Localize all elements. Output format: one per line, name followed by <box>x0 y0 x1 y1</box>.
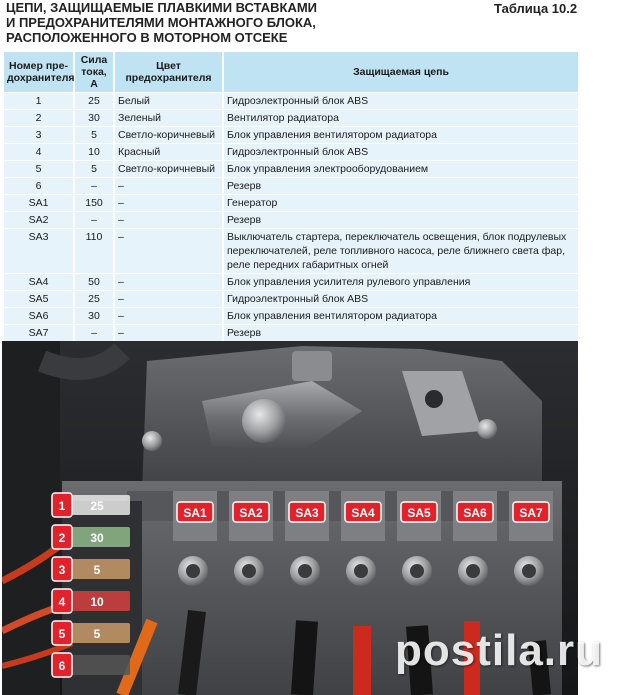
cell-circuit: Вентилятор радиатора <box>223 110 579 127</box>
header-circuit: Защищаемая цепь <box>223 52 579 93</box>
terminal-nut-center <box>298 564 312 578</box>
small-fuse-number: 1 <box>58 499 66 513</box>
cell-number: SA5 <box>4 291 74 308</box>
cell-circuit: Выключатель стартера, переключатель освещения, блок подрулевых переключателей, реле топливного насоса, реле ближнего света фар, реле передних габаритных огней <box>223 229 579 274</box>
cell-current: 30 <box>74 308 114 325</box>
cell-number: SA4 <box>4 274 74 291</box>
small-fuse-number: 2 <box>58 531 66 545</box>
cell-color: – <box>114 291 223 308</box>
cell-circuit: Резерв <box>223 178 579 195</box>
cell-color: Светло-коричневый <box>114 161 223 178</box>
cell-color: – <box>114 178 223 195</box>
title-line: РАСПОЛОЖЕННОГО В МОТОРНОМ ОТСЕКЕ <box>6 30 288 45</box>
cell-number: 2 <box>4 110 74 127</box>
cell-current: 30 <box>74 110 114 127</box>
table-row <box>4 274 579 291</box>
cell-current: 110 <box>74 229 114 274</box>
cell-current: 25 <box>74 93 114 110</box>
terminal-nut-center <box>522 564 536 578</box>
cell-color: Зеленый <box>114 110 223 127</box>
table-header-row <box>4 52 579 93</box>
cell-current: – <box>74 325 114 342</box>
small-fuse-value: 5 <box>93 627 101 641</box>
small-fuse-value: 5 <box>93 563 101 577</box>
small-fuse-4 <box>52 589 130 613</box>
sa-fuse-label: SA2 <box>239 506 263 520</box>
sa-fuse-label: SA4 <box>351 506 375 520</box>
cell-color: Белый <box>114 93 223 110</box>
cell-number: SA3 <box>4 229 74 274</box>
cell-circuit: Гидроэлектронный блок ABS <box>223 291 579 308</box>
table-row <box>4 161 579 178</box>
small-fuse-number: 5 <box>58 627 66 641</box>
cell-color: – <box>114 229 223 274</box>
cell-color: – <box>114 308 223 325</box>
small-fuse-3 <box>52 557 130 581</box>
table-row <box>4 195 579 212</box>
cell-current: 150 <box>74 195 114 212</box>
table-row <box>4 308 579 325</box>
cell-number: SA6 <box>4 308 74 325</box>
terminal-nut-center <box>242 564 256 578</box>
cell-circuit: Блок управления электрооборудованием <box>223 161 579 178</box>
cell-number: 5 <box>4 161 74 178</box>
small-fuse-value: 25 <box>90 499 104 513</box>
table-row <box>4 229 579 274</box>
cell-color: Красный <box>114 144 223 161</box>
cell-circuit: Блок управления вентилятором радиатора <box>223 127 579 144</box>
cell-number: 6 <box>4 178 74 195</box>
cell-color: – <box>114 325 223 342</box>
cell-number: SA2 <box>4 212 74 229</box>
watermark: postila.ru <box>395 626 604 675</box>
cell-circuit: Резерв <box>223 212 579 229</box>
cell-current: – <box>74 212 114 229</box>
terminal-nut-center <box>186 564 200 578</box>
table-row <box>4 110 579 127</box>
cell-number: 1 <box>4 93 74 110</box>
small-fuse-5 <box>52 621 130 645</box>
cell-number: 4 <box>4 144 74 161</box>
small-fuse-body <box>70 655 130 675</box>
sa-fuse-label: SA3 <box>295 506 319 520</box>
cell-color: Светло-коричневый <box>114 127 223 144</box>
cell-current: 5 <box>74 127 114 144</box>
cell-current: 5 <box>74 161 114 178</box>
cell-color: – <box>114 212 223 229</box>
cell-circuit: Резерв <box>223 325 579 342</box>
table-row <box>4 291 579 308</box>
table-row <box>4 212 579 229</box>
table-row <box>4 325 579 342</box>
small-fuse-2 <box>52 525 130 549</box>
small-fuse-value: 10 <box>90 595 104 609</box>
cell-current: 10 <box>74 144 114 161</box>
table-row <box>4 93 579 110</box>
small-fuse-value: 30 <box>90 531 104 545</box>
sa-fuse-label: SA7 <box>519 506 543 520</box>
sa-fuse-label: SA5 <box>407 506 431 520</box>
small-fuse-number: 6 <box>58 659 66 673</box>
cell-circuit: Гидроэлектронный блок ABS <box>223 93 579 110</box>
small-fuse-6 <box>52 653 130 677</box>
cell-current: 25 <box>74 291 114 308</box>
title-line: ЦЕПИ, ЗАЩИЩАЕМЫЕ ПЛАВКИМИ ВСТАВКАМИ <box>6 0 318 15</box>
sa-fuse-label: SA1 <box>183 506 207 520</box>
title-line: И ПРЕДОХРАНИТЕЛЯМИ МОНТАЖНОГО БЛОКА, <box>6 15 316 30</box>
terminal-nut-center <box>410 564 424 578</box>
table-row <box>4 127 579 144</box>
cell-number: SA7 <box>4 325 74 342</box>
table-row <box>4 178 579 195</box>
cell-color: – <box>114 195 223 212</box>
table-title <box>6 0 476 45</box>
cell-number: SA1 <box>4 195 74 212</box>
small-fuse-number: 4 <box>58 595 66 609</box>
terminal-nut-center <box>466 564 480 578</box>
cell-circuit: Генератор <box>223 195 579 212</box>
cell-circuit: Блок управления вентилятором радиатора <box>223 308 579 325</box>
fuse-table <box>4 52 580 342</box>
cell-circuit: Блок управления усилителя рулевого управления <box>223 274 579 291</box>
header-number: Номер пре-дохранителя <box>4 52 74 93</box>
cell-color: – <box>114 274 223 291</box>
small-fuse-number: 3 <box>58 563 66 577</box>
cell-current: 50 <box>74 274 114 291</box>
cell-current: – <box>74 178 114 195</box>
table-row <box>4 144 579 161</box>
table-number-label: Таблица 10.2 <box>494 1 578 16</box>
sa-fuse-label: SA6 <box>463 506 487 520</box>
cell-circuit: Гидроэлектронный блок ABS <box>223 144 579 161</box>
header-color: Цвет предохранителя <box>114 52 223 93</box>
terminal-nut-center <box>354 564 368 578</box>
small-fuse-1 <box>52 493 130 517</box>
cell-number: 3 <box>4 127 74 144</box>
header-current: Сила тока, А <box>74 52 114 93</box>
